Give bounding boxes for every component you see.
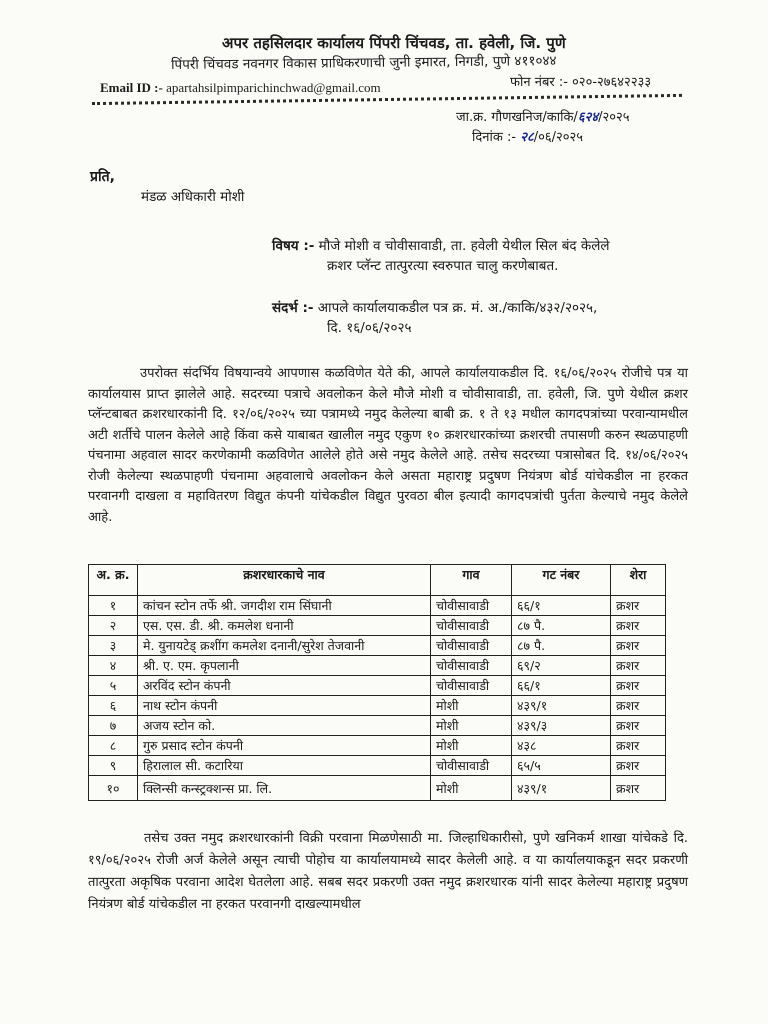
table-row: [89, 636, 666, 656]
cell-remark: क्रशर: [611, 736, 666, 756]
recipient-name: मंडळ अधिकारी मोशी: [141, 189, 245, 205]
cell-owner-name: अरविंद स्टोन कंपनी: [138, 676, 431, 696]
office-address: पिंपरी चिंचवड नवनगर विकास प्राधिकरणाची जुनी इमारत, निगडी, पुणे ४११०४४: [170, 52, 557, 74]
cell-gat-number: ६६/१: [512, 596, 611, 616]
cell-gat-number: ४३९/१: [512, 776, 611, 801]
office-title: अपर तहसिलदार कार्यालय पिंपरी चिंचवड, ता. हवेली, जि. पुणे: [222, 34, 566, 52]
email-label: Email ID :-: [100, 80, 163, 95]
cell-gat-number: ४३९/१: [512, 696, 611, 716]
table-row: [89, 696, 666, 716]
reference-number-suffix: /२०२५: [598, 110, 630, 125]
body-paragraph-1: उपरोक्त संदर्भिय विषयान्वये आपणास कळविणेत येते की, आपले कार्यालयाकडील दि. १६/०६/२०२५ रोजीचे पत्र या कार्यालयास प्राप्त झालेले आहे. सदरच्या पत्राचे अवलोकन केले मौजे मोशी व चोवीसावाडी, ता. हवेली, जि. पुणे येथील क्रशर प्लॅन्टबाबत क्रशरधारकांनी दि. १२/०६/२०२५ च्या पत्रामध्ये नमुद केलेल्या बाबी क्र. १ ते १३ मधील कागदपत्रांच्या परवान्यामधील अटी शर्तीचे पालन केलेले आहे किंवा कसे याबाबत खालील नमुद एकुण १० क्रशरधारकांच्या क्रशरची तपासणी करुन स्थळपाहणी पंचनामा अहवाल सादर करणेकामी कळविणेत आलेले होते असे नमुद केलेले आहे. तसेच सदरच्या पत्रासोबत दि. १४/०६/२०२५ रोजी केलेल्या स्थळपाहणी पंचनामा अहवालाचे अवलोकन केले असता महाराष्ट्र प्रदुषण नियंत्रण बोर्ड यांचेकडील ना हरकत परवानगी दाखला व महावितरण विद्युत कंपनी यांचेकडील विद्युत पुरवठा बील इत्यादी कागदपत्रांची पुर्तता केल्याचे नमुद केलेले आहे.: [88, 366, 688, 525]
cell-serial: ९: [89, 756, 138, 776]
cell-gat-number: ६९/२: [512, 656, 611, 676]
table-row: [89, 756, 666, 776]
cell-owner-name: हिरालाल सी. कटारिया: [138, 756, 431, 776]
body-paragraph-2: तसेच उक्त नमुद क्रशरधारकांनी विक्री परवाना मिळणेसाठी मा. जिल्हाधिकारीसो, पुणे खनिकर्म शाखा यांचेकडे दि. १९/०६/२०२५ रोजी अर्ज केलेले असून त्याची पोहोच या कार्यालयामध्ये सादर केलेली आहे. व या कार्यालयाकडून सदर प्रकरणी तात्पुरता अकृषिक परवाना आदेश घेतलेला आहे. सबब सदर प्रकरणी उक्त नमुद क्रशरधारक यांनी सादर केलेल्या महाराष्ट्र प्रदुषण नियंत्रण बोर्ड यांचेकडील ना हरकत परवानगी दाखल्यामधील: [88, 831, 688, 912]
header-gat-number: गट नंबर: [512, 565, 611, 596]
sandarbha-label: संदर्भ :-: [272, 300, 314, 316]
body-paragraph-2-block: [88, 828, 688, 916]
cell-owner-name: गुरु प्रसाद स्टोन कंपनी: [138, 736, 431, 756]
cell-owner-name: कांचन स्टोन तर्फे श्री. जगदीश राम सिंघानी: [138, 596, 431, 616]
cell-owner-name: मे. युनायटेड् क्रशींग कमलेश दनानी/सुरेश तेजवानी: [138, 636, 431, 656]
phone-line: [510, 72, 651, 90]
cell-remark: क्रशर: [611, 676, 666, 696]
cell-village: चोवीसावाडी: [431, 616, 512, 636]
cell-remark: क्रशर: [611, 636, 666, 656]
subject-block: [272, 236, 610, 276]
subject-line-2: क्रशर प्लॅन्ट तात्पुरत्या स्वरुपात चालु करणेबाबत.: [327, 258, 559, 274]
sandarbha-line-1: आपले कार्यालयाकडील पत्र क्र. मं. अ./काकि/४३२/२०२५,: [317, 300, 598, 316]
table-row: [89, 716, 666, 736]
reference-number-handwritten: ६२४: [577, 110, 599, 125]
prati-label: प्रति,: [90, 169, 115, 185]
cell-remark: क्रशर: [611, 596, 666, 616]
table-row: [89, 656, 666, 676]
cell-remark: क्रशर: [611, 756, 666, 776]
cell-owner-name: नाथ स्टोन कंपनी: [138, 696, 431, 716]
header-village: गाव: [431, 565, 512, 596]
cell-village: चोवीसावाडी: [431, 656, 512, 676]
cell-remark: क्रशर: [611, 716, 666, 736]
reference-date-suffix: /०६/२०२५: [533, 130, 584, 145]
header-owner-name: क्रशरधारकाचे नाव: [138, 565, 431, 596]
cell-serial: ५: [89, 676, 138, 696]
cell-village: चोवीसावाडी: [431, 676, 512, 696]
cell-village: मोशी: [431, 716, 512, 736]
cell-remark: क्रशर: [611, 776, 666, 801]
cell-serial: ७: [89, 716, 138, 736]
cell-serial: ६: [89, 696, 138, 716]
table-header-row: [89, 565, 666, 596]
cell-village: चोवीसावाडी: [431, 636, 512, 656]
cell-serial: २: [89, 616, 138, 636]
table-row: [89, 616, 666, 636]
cell-remark: क्रशर: [611, 616, 666, 636]
table-row: [89, 676, 666, 696]
reference-date-handwritten: २८: [520, 130, 534, 145]
reference-date: [472, 127, 583, 145]
cell-gat-number: ४३९/३: [512, 716, 611, 736]
sandarbha-block: [272, 298, 597, 338]
crusher-table: [88, 564, 666, 801]
cell-serial: ३: [89, 636, 138, 656]
cell-remark: क्रशर: [611, 696, 666, 716]
table-row: [89, 736, 666, 756]
cell-serial: ४: [89, 656, 138, 676]
cell-owner-name: श्री. ए. एम. कृपलानी: [138, 656, 431, 676]
table-row: [89, 776, 666, 801]
sandarbha-line-2: दि. १६/०६/२०२५: [327, 320, 412, 336]
reference-date-label: दिनांक :-: [472, 130, 517, 145]
cell-gat-number: ६६/१: [512, 676, 611, 696]
cell-gat-number: ८७ पै.: [512, 616, 611, 636]
reference-number-label: जा.क्र.: [456, 110, 488, 125]
cell-remark: क्रशर: [611, 656, 666, 676]
cell-village: चोवीसावाडी: [431, 596, 512, 616]
cell-owner-name: एस. एस. डी. श्री. कमलेश धनानी: [138, 616, 431, 636]
phone-number: ०२०-२७६४२२३३: [572, 75, 652, 90]
cell-village: मोशी: [431, 696, 512, 716]
cell-village: चोवीसावाडी: [431, 756, 512, 776]
cell-gat-number: ४३८: [512, 736, 611, 756]
subject-line-1: मौजे मोशी व चोवीसावाडी, ता. हवेली येथील सिल बंद केलेले: [318, 238, 610, 254]
subject-label: विषय :-: [272, 238, 315, 254]
cell-gat-number: ८७ पै.: [512, 636, 611, 656]
cell-serial: १: [89, 596, 138, 616]
cell-gat-number: ६५/५: [512, 756, 611, 776]
cell-serial: ८: [89, 736, 138, 756]
phone-label: फोन नंबर :-: [510, 75, 568, 90]
cell-owner-name: अजय स्टोन को.: [138, 716, 431, 736]
email-line: [100, 80, 381, 96]
reference-number-prefix: गौणखनिज/काकि/: [491, 110, 578, 125]
cell-owner-name: क्लिन्सी कन्स्ट्रक्शन्स प्रा. लि.: [138, 776, 431, 801]
cell-village: मोशी: [431, 776, 512, 801]
header-remark: शेरा: [611, 565, 666, 596]
cell-village: मोशी: [431, 736, 512, 756]
header-serial: अ. क्र.: [89, 565, 138, 596]
body-paragraph-1-block: [88, 364, 688, 528]
email-address: apartahsilpimparichinchwad@gmail.com: [166, 80, 381, 95]
cell-serial: १०: [89, 776, 138, 801]
reference-number: [456, 107, 630, 125]
table-row: [89, 596, 666, 616]
